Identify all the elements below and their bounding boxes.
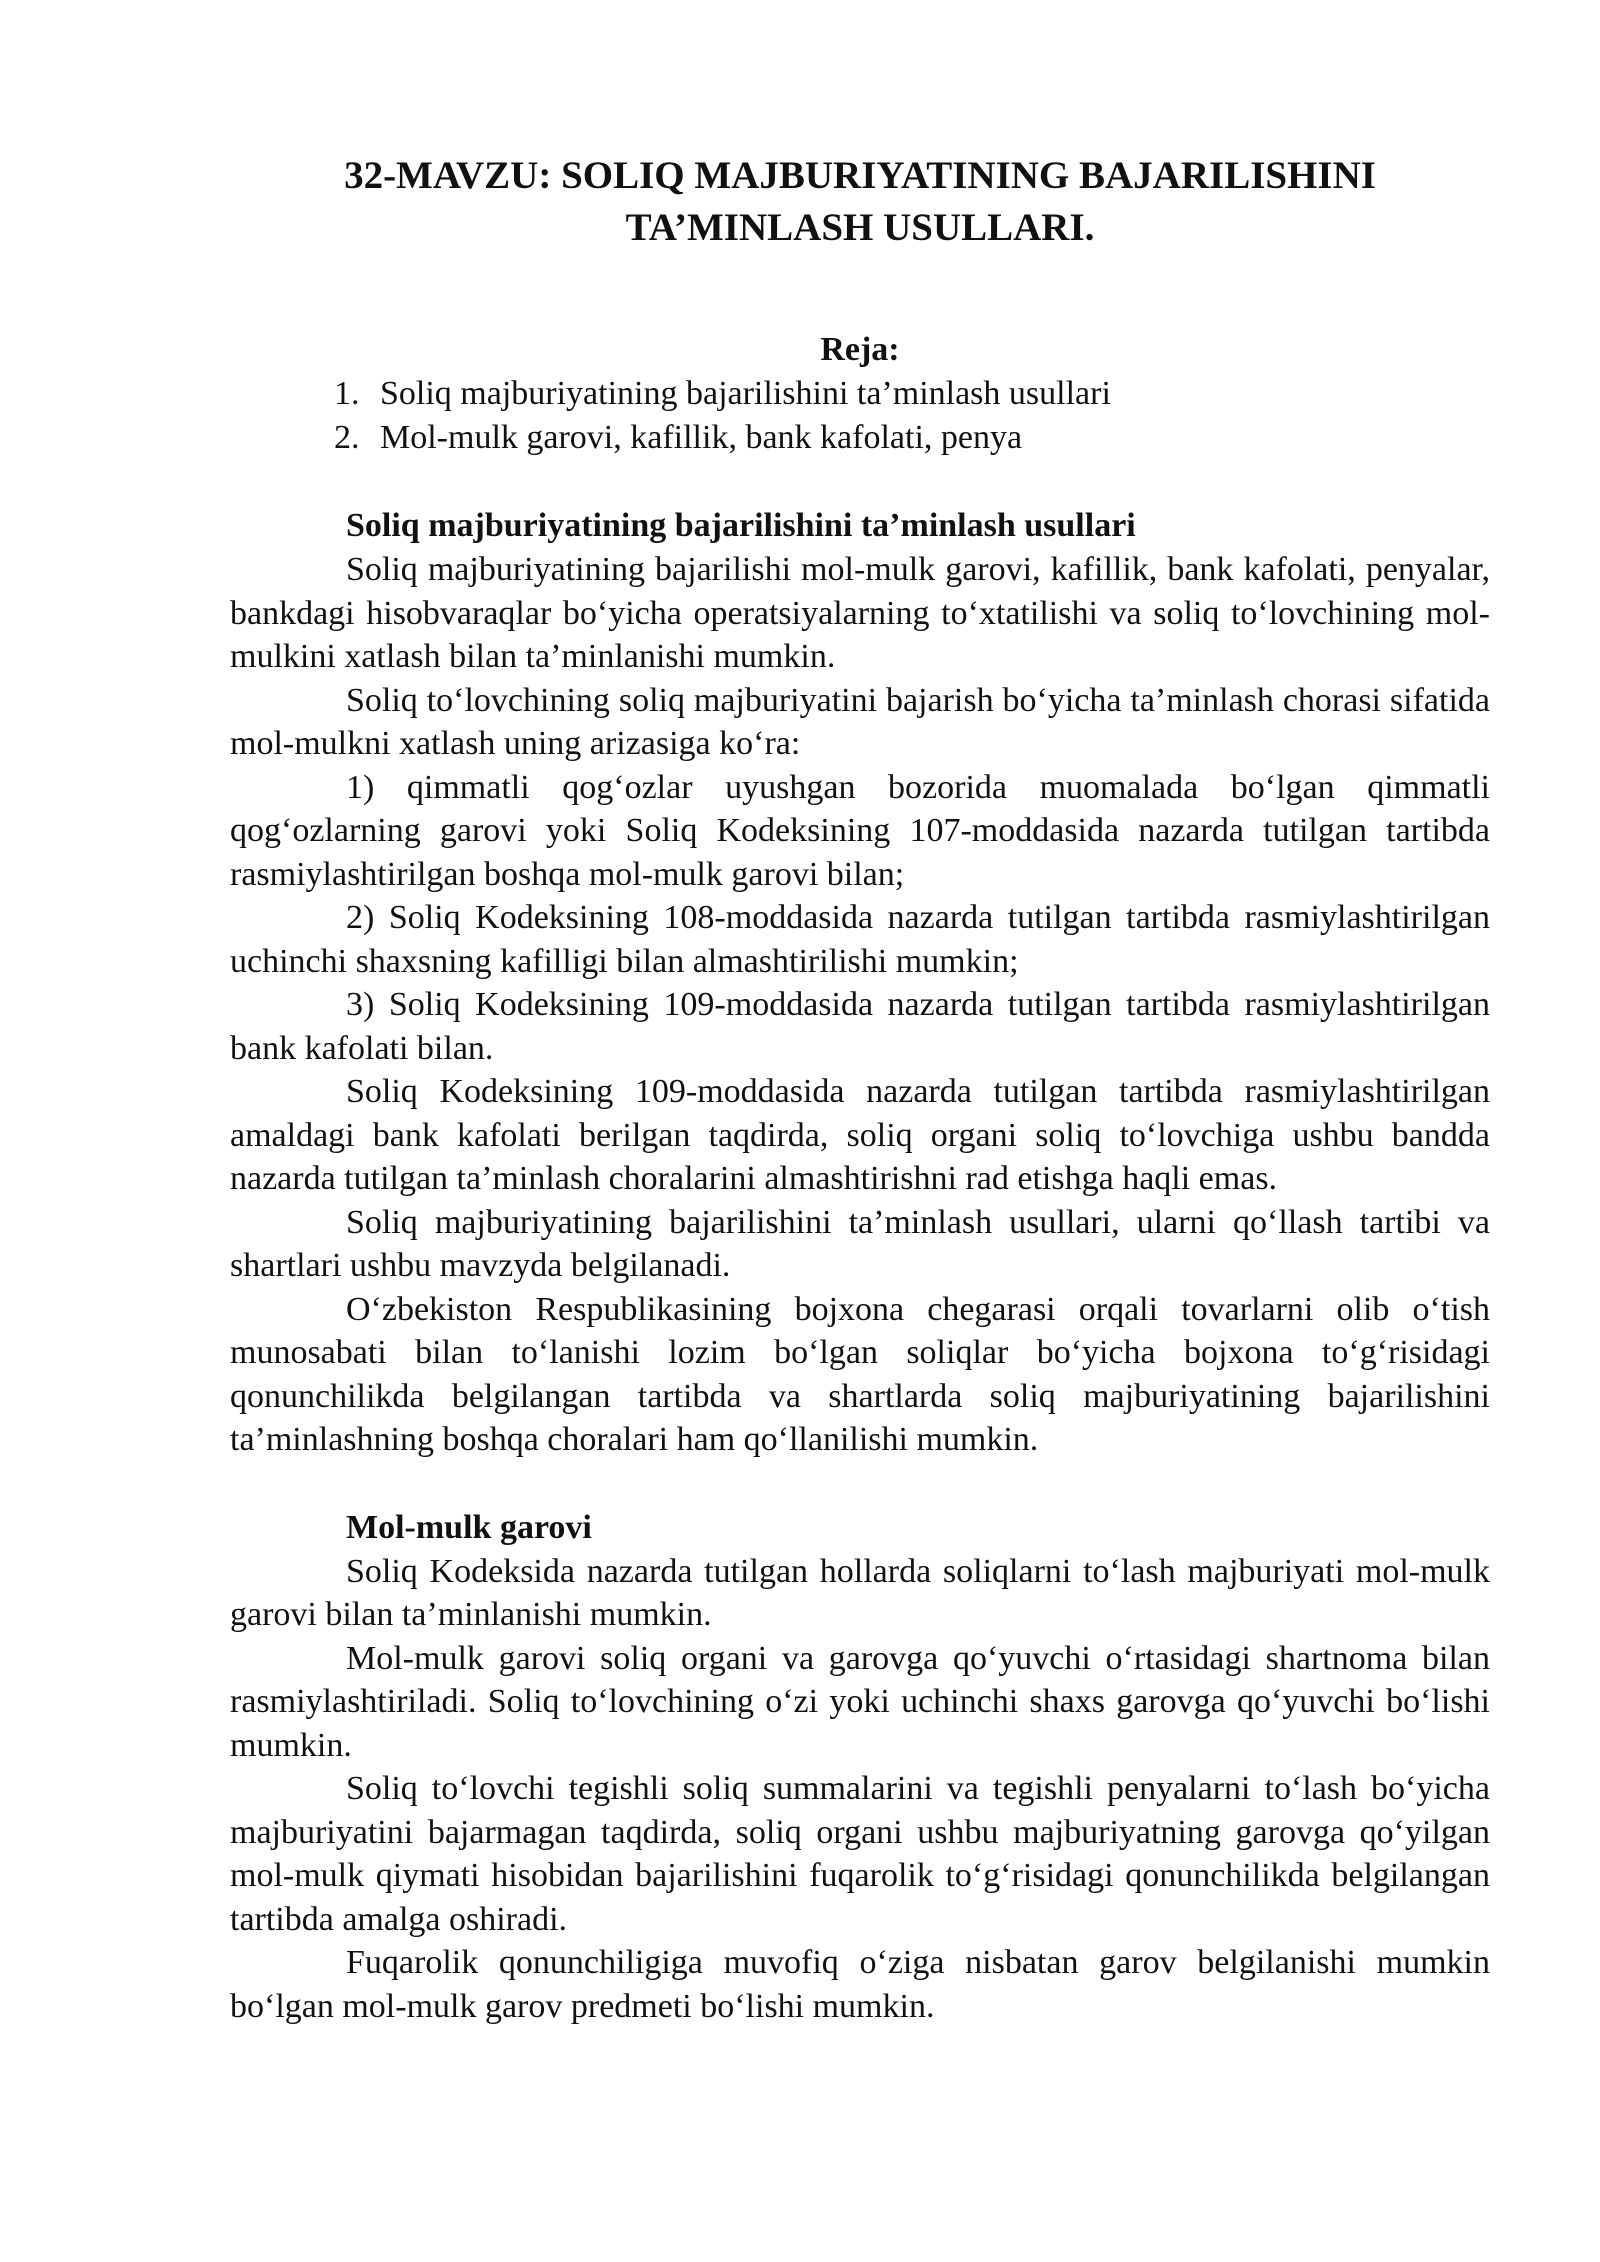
plan-item xyxy=(334,372,1490,416)
plan-list xyxy=(230,372,1490,460)
plan-item-number: 2. xyxy=(334,419,360,456)
plan-item-number: 1. xyxy=(334,375,360,412)
paragraph: Soliq Kodeksining 109-moddasida nazarda tutilgan tartibda rasmiylashtirilgan amaldagi bank kafolati berilgan taqdirda, soliq organi soliq toʻlovchiga ushbu bandda nazarda tutilgan ta’minlash choralarini almashtirishni rad etishga haqli emas. xyxy=(230,1073,1490,1197)
plan-item xyxy=(334,416,1490,460)
document-title xyxy=(230,150,1490,254)
title-line-1: 32-MAVZU: SOLIQ MAJBURIYATINING BAJARILISHINI xyxy=(344,154,1376,197)
title-line-2: TA’MINLASH USULLARI. xyxy=(625,206,1095,249)
paragraph: Soliq toʻlovchi tegishli soliq summalarini va tegishli penyalarni toʻlash boʻyicha majburiyatini bajarmagan taqdirda, soliq organi ushbu majburiyatning garovga qoʻyilgan mol-mulk qiymati hisobidan bajarilishini fuqarolik toʻgʻrisidagi qonunchilikda belgilangan tartibda amalga oshiradi. xyxy=(230,1770,1490,1938)
paragraph: 3) Soliq Kodeksining 109-moddasida nazarda tutilgan tartibda rasmiylashtirilgan bank kafolati bilan. xyxy=(230,986,1490,1067)
plan-item-text: Mol-mulk garovi, kafillik, bank kafolati, penya xyxy=(380,419,1023,456)
paragraph: Soliq majburiyatining bajarilishi mol-mulk garovi, kafillik, bank kafolati, penyalar, bankdagi hisobvaraqlar boʻyicha operatsiyalarning toʻxtatilishi va soliq toʻlovchining mol-mulkini xatlash bilan ta’minlanishi mumkin. xyxy=(230,551,1490,675)
paragraph: Soliq Kodeksida nazarda tutilgan hollarda soliqlarni toʻlash majburiyati mol-mulk garovi bilan ta’minlanishi mumkin. xyxy=(230,1552,1490,1633)
plan-item-text: Soliq majburiyatining bajarilishini ta’minlash usullari xyxy=(380,375,1111,412)
paragraph: Soliq toʻlovchining soliq majburiyatini bajarish boʻyicha ta’minlash chorasi sifatida mol-mulkni xatlash uning arizasiga koʻra: xyxy=(230,681,1490,762)
paragraph: Fuqarolik qonunchiligiga muvofiq oʻziga nisbatan garov belgilanishi mumkin boʻlgan mol-mulk garov predmeti boʻlishi mumkin. xyxy=(230,1944,1490,2025)
paragraph: 2) Soliq Kodeksining 108-moddasida nazarda tutilgan tartibda rasmiylashtirilgan uchinchi shaxsning kafilligi bilan almashtirilishi mumkin; xyxy=(230,899,1490,980)
plan-heading: Reja: xyxy=(820,331,900,368)
paragraph: Mol-mulk garovi soliq organi va garovga qoʻyuvchi oʻrtasidagi shartnoma bilan rasmiylashtiriladi. Soliq toʻlovchining oʻzi yoki uchinchi shaxs garovga qoʻyuvchi boʻlishi mumkin. xyxy=(230,1639,1490,1764)
paragraph: Soliq majburiyatining bajarilishini ta’minlash usullari, ularni qoʻllash tartibi va shartlari ushbu mavzyda belgilanadi. xyxy=(230,1203,1490,1284)
paragraph: Oʻzbekiston Respublikasining bojxona chegarasi orqali tovarlarni olib oʻtish munosabati bilan toʻlanishi lozim boʻlgan soliqlar boʻyicha bojxona toʻgʻrisidagi qonunchilikda belgilangan tartibda va shartlarda soliq majburiyatining bajarilishini ta’minlashning boshqa choralari ham qoʻllanilishi mumkin. xyxy=(230,1290,1490,1458)
paragraph: 1) qimmatli qogʻozlar uyushgan bozorida muomalada boʻlgan qimmatli qogʻozlarning garovi yoki Soliq Kodeksining 107-moddasida nazarda tutilgan tartibda rasmiylashtirilgan boshqa mol-mulk garovi bilan; xyxy=(230,768,1490,893)
document-page xyxy=(230,150,1490,2028)
section-heading-property-pledge: Mol-mulk garovi xyxy=(346,1508,592,1546)
section-heading-ensuring-methods: Soliq majburiyatining bajarilishini ta’minlash usullari xyxy=(346,507,1136,544)
